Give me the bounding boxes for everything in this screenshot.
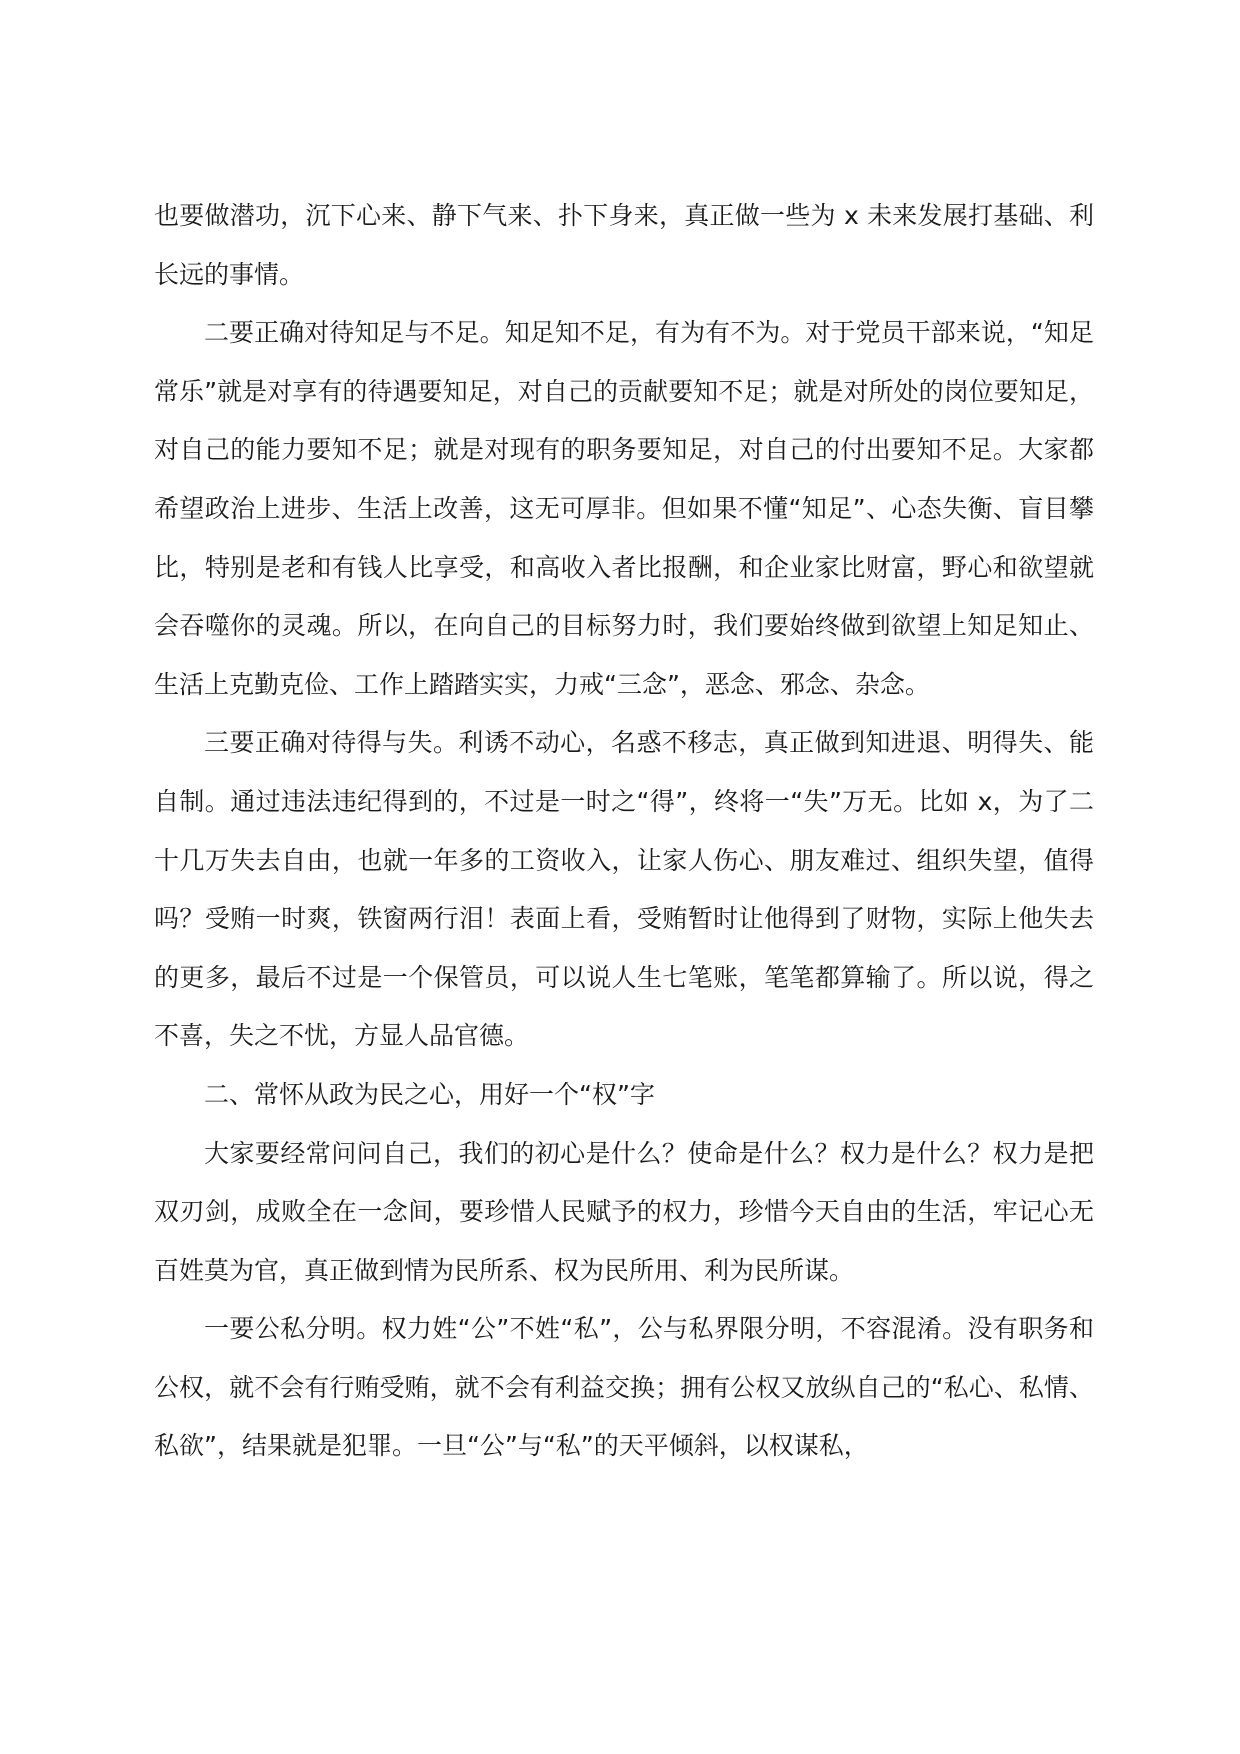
- paragraph: 大家要经常问问自己，我们的初心是什么？使命是什么？权力是什么？权力是把双刃剑，成败全在一念间，要珍惜人民赋予的权力，珍惜今天自由的生活，牢记心无百姓莫为官，真正做到情为民所系、权为民所用、利为民所谋。: [154, 1138, 1094, 1285]
- document-body: [154, 187, 1094, 1476]
- paragraph: 也要做潜功，沉下心来、静下气来、扑下身来，真正做一些为 x 未来发展打基础、利长远的事情。: [154, 201, 1094, 289]
- paragraph: 三要正确对待得与失。利诱不动心，名惑不移志，真正做到知进退、明得失、能自制。通过违法违纪得到的，不过是一时之“得”，终将一“失”万无。比如 x，为了二十几万失去自由，也就一年多的工资收入，让家人伤心、朋友难过、组织失望，值得吗？受贿一时爽，铁窗两行泪！表面上看，受贿暂时让他得到了财物，实际上他失去的更多，最后不过是一个保管员，可以说人生七笔账，笔笔都算输了。所以说，得之不喜，失之不忧，方显人品官德。: [154, 728, 1094, 1051]
- paragraph: 二要正确对待知足与不足。知足知不足，有为有不为。对于党员干部来说，“知足常乐”就是对享有的待遇要知足，对自己的贡献要知不足；就是对所处的岗位要知足，对自己的能力要知不足；就是对现有的职务要知足，对自己的付出要知不足。大家都希望政治上进步、生活上改善，这无可厚非。但如果不懂“知足”、心态失衡、盲目攀比，特别是老和有钱人比享受，和高收入者比报酬，和企业家比财富，野心和欲望就会吞噬你的灵魂。所以，在向自己的目标努力时，我们要始终做到欲望上知足知止、生活上克勤克俭、工作上踏踏实实，力戒“三念”，恶念、邪念、杂念。: [154, 318, 1094, 699]
- paragraph: 一要公私分明。权力姓“公”不姓“私”，公与私界限分明，不容混淆。没有职务和公权，就不会有行贿受贿，就不会有利益交换；拥有公权又放纵自己的“私心、私情、私欲”，结果就是犯罪。一旦“公”与“私”的天平倾斜，以权谋私，: [154, 1314, 1094, 1461]
- section-heading: 二、常怀从政为民之心，用好一个“权”字: [204, 1079, 655, 1109]
